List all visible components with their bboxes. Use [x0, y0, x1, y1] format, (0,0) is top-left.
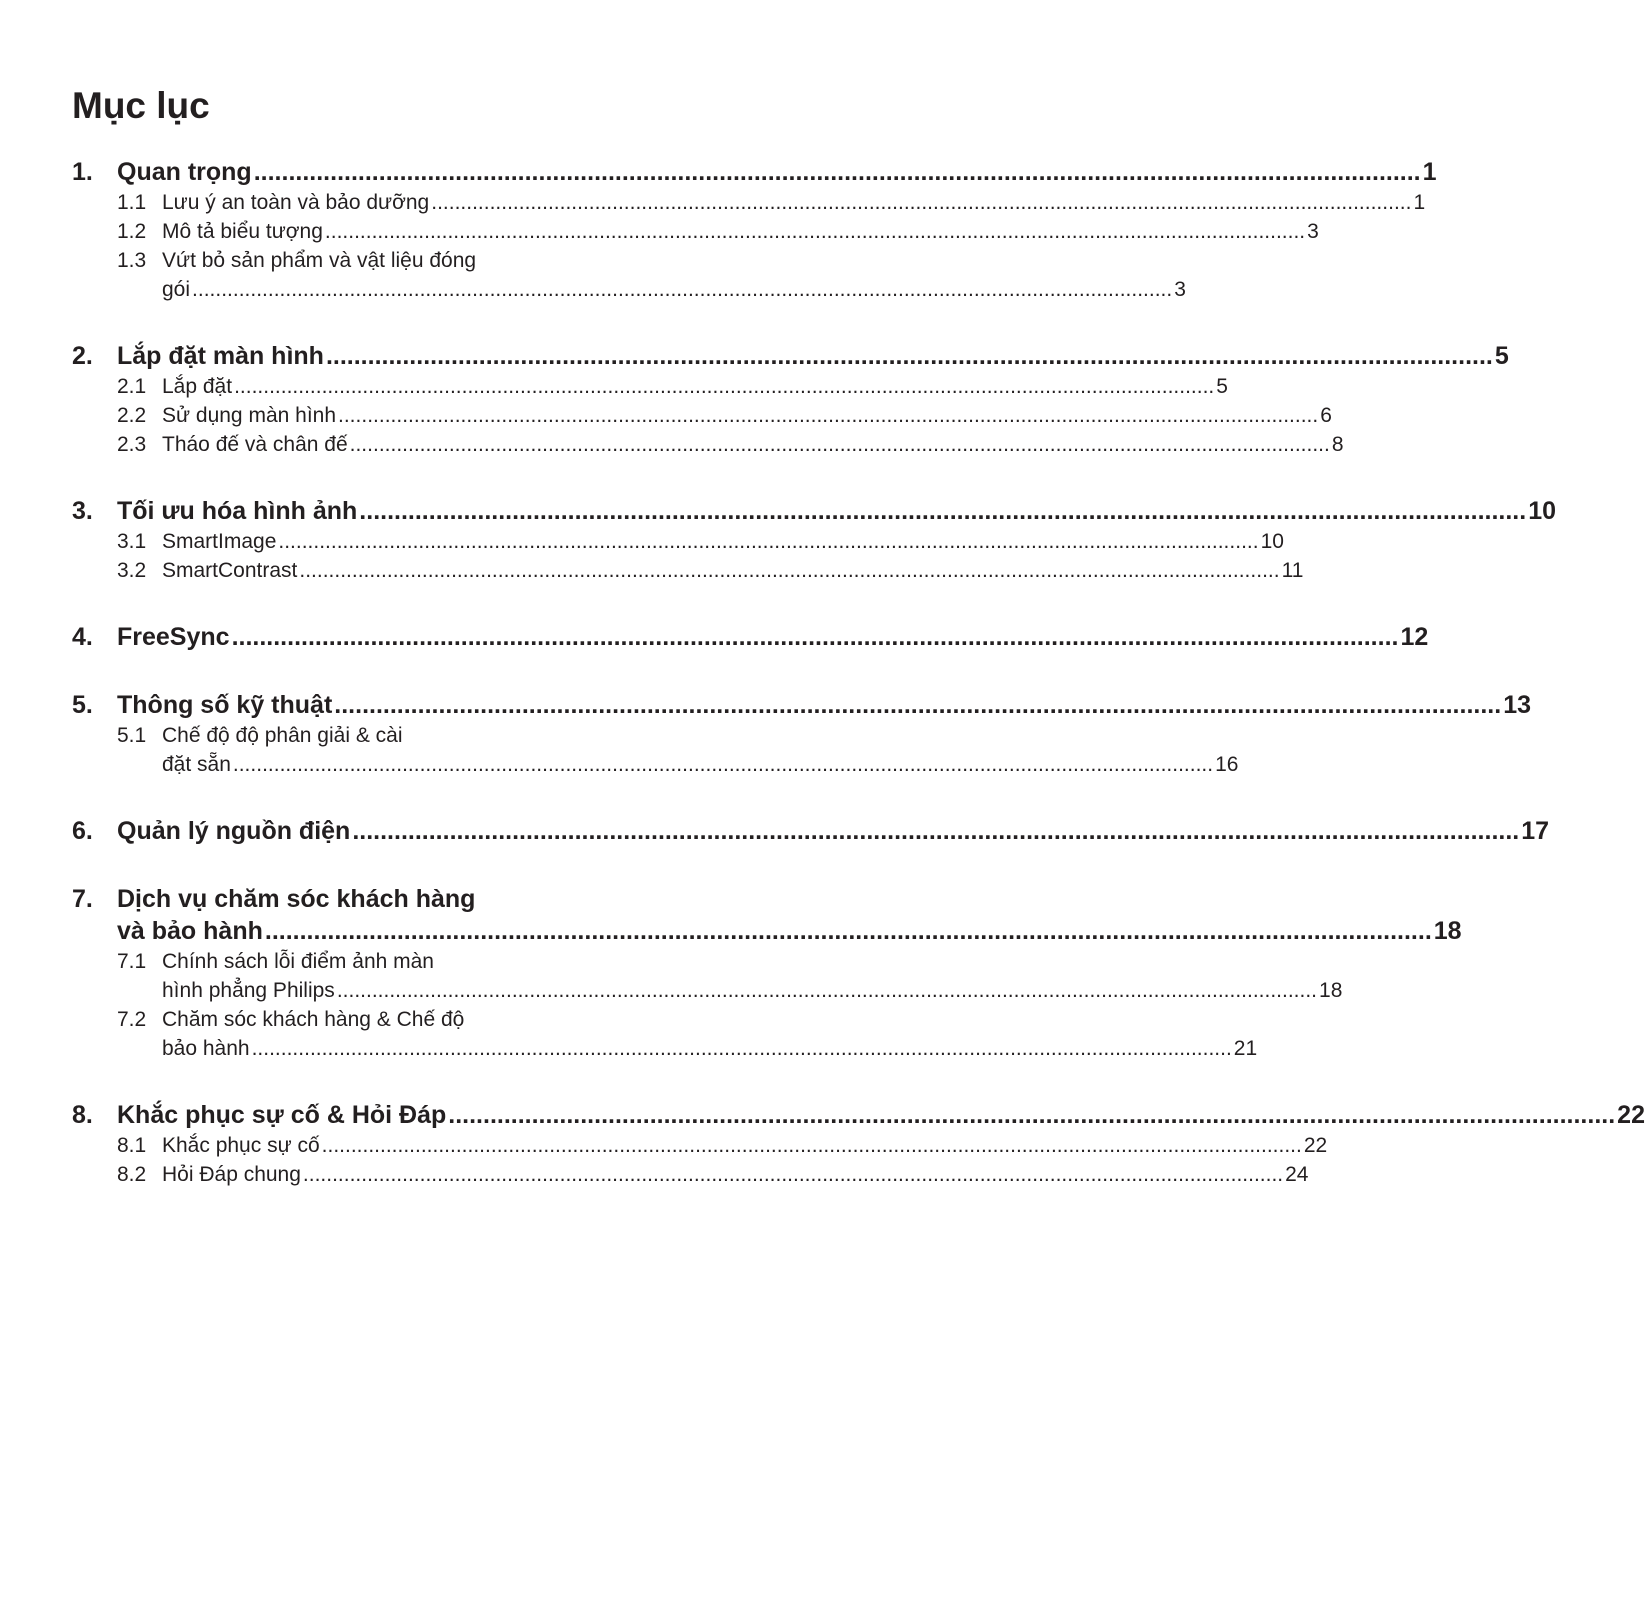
dot-leader [334, 689, 1501, 721]
toc-entry-line [162, 372, 1228, 401]
dot-leader [234, 372, 1214, 401]
dot-leader [325, 217, 1305, 246]
dot-leader [192, 275, 1172, 304]
page-number: 3 [1174, 278, 1186, 301]
dot-leader [350, 430, 1330, 459]
toc-entry-line-wrap [162, 947, 530, 976]
subsection-number: 5.1 [117, 724, 147, 747]
subsection-number: 2.1 [117, 375, 147, 398]
page-number: 22 [1303, 1134, 1328, 1157]
toc-entry-title: Chăm sóc khách hàng & Chế độ [162, 1008, 465, 1031]
section-title-block [117, 689, 1531, 721]
section-number: 1. [72, 158, 93, 186]
dot-leader [278, 527, 1258, 556]
toc-subsection[interactable] [72, 401, 1332, 430]
toc-entry-title: Quản lý nguồn điện [117, 817, 351, 845]
toc-subsection[interactable] [72, 1005, 1258, 1063]
toc-entry-line [162, 976, 1343, 1005]
subsection-number: 8.2 [117, 1163, 147, 1186]
dot-leader [265, 915, 1432, 947]
toc-subsection[interactable] [72, 1131, 1328, 1160]
page-number: 22 [1617, 1101, 1645, 1129]
section-title-block [117, 815, 1549, 847]
page-number: 12 [1400, 623, 1429, 651]
subsection-number: 3.2 [117, 559, 147, 582]
subsection-number: 1.2 [117, 220, 147, 243]
dot-leader [232, 621, 1399, 653]
section-title-block [117, 156, 1437, 188]
toc-entry-title: Sử dụng màn hình [162, 404, 337, 427]
toc-entry-line [162, 1160, 1309, 1189]
subsection-number: 7.1 [117, 950, 147, 973]
dot-leader [303, 1160, 1283, 1189]
toc-subsection[interactable] [72, 721, 1239, 779]
toc-entry-line [117, 340, 1509, 372]
section-title-block [117, 495, 1556, 527]
toc-entry-title: Dịch vụ chăm sóc khách hàng [117, 885, 476, 913]
toc-entry-title: Mô tả biểu tượng [162, 220, 323, 243]
section-number: 3. [72, 497, 93, 525]
toc-entry-line [162, 750, 1239, 779]
toc-entry-title: Lắp đặt màn hình [117, 342, 324, 370]
toc-section [72, 1099, 1645, 1189]
subsection-title-block [162, 721, 1239, 779]
page-number: 5 [1494, 342, 1509, 370]
dot-leader [431, 188, 1411, 217]
toc-entry-title: Chính sách lỗi điểm ảnh màn [162, 950, 434, 973]
subsection-number: 2.2 [117, 404, 147, 427]
subsection-title-block [162, 188, 1426, 217]
toc-entry-title: SmartContrast [162, 559, 298, 582]
toc-section [72, 495, 1557, 585]
toc-subsection[interactable] [72, 947, 1343, 1005]
toc-subsection[interactable] [72, 556, 1304, 585]
subsection-title-block [162, 556, 1304, 585]
dot-leader [252, 1034, 1232, 1063]
subsection-number: 3.1 [117, 530, 147, 553]
toc-section-heading[interactable] [72, 340, 1509, 372]
page-number: 17 [1521, 817, 1550, 845]
dot-leader [359, 495, 1526, 527]
page-number: 1 [1413, 191, 1426, 214]
page-number: 8 [1331, 433, 1344, 456]
toc-subsection[interactable] [72, 246, 1186, 304]
page-title: Mục lục [72, 85, 210, 126]
section-title-block [117, 883, 1462, 947]
toc-entry-title: đặt sẵn [162, 753, 231, 776]
section-number: 5. [72, 691, 93, 719]
section-number: 6. [72, 817, 93, 845]
subsection-title-block [162, 217, 1319, 246]
page-number: 1 [1422, 158, 1437, 186]
section-number: 8. [72, 1101, 93, 1129]
toc-entry-title: Khắc phục sự cố [162, 1134, 320, 1157]
page-number: 10 [1528, 497, 1557, 525]
toc-subsection[interactable] [72, 527, 1284, 556]
toc-entry-title: Hỏi Đáp chung [162, 1163, 301, 1186]
toc-entry-title: Quan trọng [117, 158, 252, 186]
toc-entry-line [162, 1034, 1258, 1063]
page-number: 5 [1216, 375, 1228, 398]
subsection-title-block [162, 1131, 1328, 1160]
subsection-number: 2.3 [117, 433, 147, 456]
page-number: 24 [1285, 1163, 1309, 1186]
toc-section [72, 815, 1550, 847]
toc-section-heading[interactable] [72, 815, 1550, 847]
toc-entry-title: FreeSync [117, 623, 230, 651]
section-title-block [117, 1099, 1645, 1131]
subsection-title-block [162, 246, 1186, 304]
subsection-title-block [162, 1005, 1258, 1063]
toc-entry-line-wrap [162, 1005, 530, 1034]
subsection-number: 1.3 [117, 249, 147, 272]
dot-leader [337, 976, 1317, 1005]
toc-section [72, 689, 1531, 779]
toc-entry-title: Chế độ độ phân giải & cài [162, 724, 403, 747]
page-number: 13 [1503, 691, 1531, 719]
toc-entry-title: Lưu ý an toàn và bảo dưỡng [162, 191, 430, 214]
section-title-block [117, 340, 1509, 372]
toc-subsection[interactable] [72, 188, 1426, 217]
dot-leader [326, 340, 1493, 372]
subsection-title-block [162, 430, 1344, 459]
toc-entry-line-wrap [162, 721, 530, 750]
toc-entry-line [162, 527, 1284, 556]
toc-section-heading[interactable] [72, 621, 1429, 653]
subsection-title-block [162, 947, 1343, 1005]
subsection-title-block [162, 401, 1332, 430]
page-number: 16 [1215, 753, 1239, 776]
section-number: 2. [72, 342, 93, 370]
section-title-block [117, 621, 1428, 653]
page-number: 3 [1307, 220, 1319, 243]
toc-entry-line [162, 1131, 1328, 1160]
toc-entry-line [162, 275, 1186, 304]
dot-leader [299, 556, 1279, 585]
section-number: 4. [72, 623, 93, 651]
toc-entry-title: Tối ưu hóa hình ảnh [117, 497, 358, 525]
page-number: 11 [1281, 559, 1304, 582]
toc-entry-title: Thông số kỹ thuật [117, 691, 333, 719]
toc-section [72, 340, 1509, 459]
page-number: 6 [1320, 404, 1332, 427]
toc-section [72, 883, 1462, 1063]
toc-entry-line [117, 1099, 1645, 1131]
page-number: 10 [1260, 530, 1284, 553]
subsection-number: 8.1 [117, 1134, 147, 1157]
subsection-title-block [162, 527, 1284, 556]
toc-section [72, 621, 1429, 653]
toc-entry-line [117, 915, 1462, 947]
dot-leader [322, 1131, 1302, 1160]
toc-section-heading[interactable] [72, 156, 1437, 188]
toc-subsection[interactable] [72, 1160, 1309, 1189]
toc-section [72, 156, 1437, 304]
dot-leader [352, 815, 1519, 847]
toc-section-heading[interactable] [72, 495, 1557, 527]
toc-subsection[interactable] [72, 372, 1228, 401]
page-number: 18 [1433, 917, 1462, 945]
toc-entry-line-wrap [162, 246, 530, 275]
toc-section-heading[interactable] [72, 1099, 1645, 1131]
toc-entry-line-wrap [117, 883, 1462, 915]
toc-section-heading[interactable] [72, 689, 1531, 721]
toc-entry-line [117, 156, 1437, 188]
table-of-contents [72, 156, 1645, 1225]
subsection-number: 7.2 [117, 1008, 147, 1031]
dot-leader [338, 401, 1318, 430]
toc-entry-title: Tháo đế và chân đế [162, 433, 348, 456]
toc-entry-title: SmartImage [162, 530, 277, 553]
toc-entry-title: bảo hành [162, 1037, 250, 1060]
dot-leader [254, 156, 1421, 188]
toc-entry-line [162, 556, 1304, 585]
toc-entry-title: và bảo hành [117, 917, 263, 945]
section-number: 7. [72, 885, 93, 913]
toc-entry-line [117, 621, 1428, 653]
toc-entry-line [117, 689, 1531, 721]
toc-entry-line [162, 217, 1319, 246]
subsection-title-block [162, 372, 1228, 401]
toc-subsection[interactable] [72, 430, 1344, 459]
toc-entry-title: gói [162, 278, 191, 301]
toc-subsection[interactable] [72, 217, 1319, 246]
toc-entry-title: Khắc phục sự cố & Hỏi Đáp [117, 1101, 447, 1129]
dot-leader [233, 750, 1213, 779]
toc-entry-title: Vứt bỏ sản phẩm và vật liệu đóng [162, 249, 477, 272]
page-number: 18 [1319, 979, 1343, 1002]
toc-section-heading[interactable] [72, 883, 1462, 947]
subsection-number: 1.1 [117, 191, 147, 214]
dot-leader [448, 1099, 1615, 1131]
toc-entry-title: Lắp đặt [162, 375, 233, 398]
toc-entry-line [162, 430, 1344, 459]
toc-entry-line [162, 188, 1426, 217]
toc-entry-line [117, 495, 1556, 527]
toc-entry-line [117, 815, 1549, 847]
page-number: 21 [1233, 1037, 1258, 1060]
toc-entry-line [162, 401, 1332, 430]
subsection-title-block [162, 1160, 1309, 1189]
toc-entry-title: hình phẳng Philips [162, 979, 335, 1002]
